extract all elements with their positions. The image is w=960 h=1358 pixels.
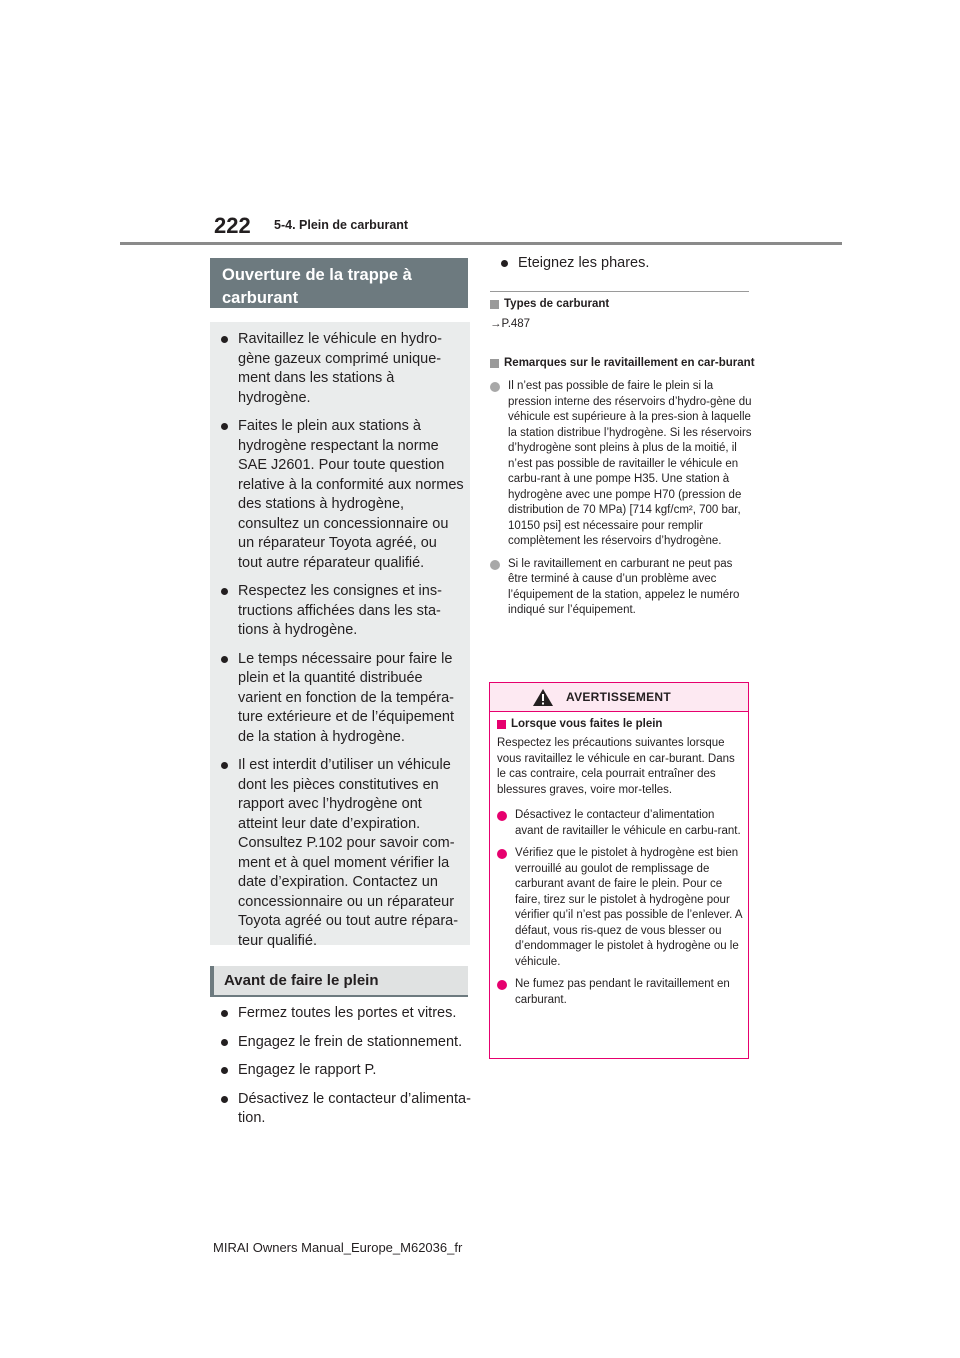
fuel-types-page-link[interactable]: →P.487 — [490, 318, 531, 330]
square-bullet-icon — [490, 300, 499, 309]
list-item: Désactivez le contacteur d’alimentation avant de ravitailler le véhicule en carbu-rant. — [497, 808, 743, 839]
right-top-list — [490, 254, 752, 283]
square-bullet-icon — [490, 359, 499, 368]
remarks-heading — [490, 356, 764, 371]
section2-underline — [210, 995, 468, 997]
page-number: 222 — [214, 213, 251, 238]
list-item: Vérifiez que le pistolet à hydrogène est bien verrouillé au goulot de remplissage de carburant avant de faire le plein. Pour ce faire, tirez sur le pistolet à hydrogène pour vérifier qu’il n’est pas possible de l’enlever. A défaut, vous ris-quez de vous blesser ou d’endommager le pistolet à hydrogène ou le véhicule. — [497, 846, 743, 970]
list-item: Engagez le frein de stationnement. — [210, 1033, 472, 1053]
fuel-types-heading — [490, 297, 764, 312]
list-item: Il est interdit d’utiliser un véhicule dont les pièces constitutives en rapport avec l’hydrogène ont atteint leur date d’expiration. Consultez P.102 pour savoir com-ment et à quel moment vérifier la date d’expiration. Contactez un concessionnaire ou un réparateur Toyota agréé ou tout autre répara-teur qualifié. — [210, 756, 464, 951]
section2-list — [210, 1004, 472, 1138]
list-item: Ravitaillez le véhicule en hydro-gène gazeux comprimé unique-ment dans les stations à hydrogène. — [210, 330, 464, 408]
list-item: Respectez les consignes et ins-tructions affichées dans les sta-tions à hydrogène. — [210, 582, 464, 641]
header-divider — [120, 242, 842, 245]
list-item: Ne fumez pas pendant le ravitaillement en carburant. — [497, 977, 743, 1008]
list-item: Il n’est pas possible de faire le plein si la pression interne des réservoirs d’hydro-gène du véhicule est supérieure à la pres-sion à laquelle la station distribue l’hydrogène. Si les réservoirs d’hydrogène sont pleins à plus de la moitié, il n’est pas possible de ravitailler le véhicule en carbu-rant à une pompe H35. Une station à hydrogène avec une pompe H70 (pression de distribution de 70 MPa) [714 kgf/cm², 700 bar, 10150 psi] est nécessaire pour remplir complètement les réservoirs d’hydrogène. — [490, 379, 752, 550]
remarks-list — [490, 379, 752, 626]
list-item: Le temps nécessaire pour faire le plein et la quantité distribuée varient en fonction de la tempéra-ture extérieure et de l’équipement de la station à hydrogène. — [210, 650, 464, 748]
square-bullet-icon — [497, 720, 506, 729]
section2-heading: Avant de faire le plein — [210, 966, 468, 995]
warning-header — [490, 683, 748, 712]
section1-list — [210, 330, 464, 960]
warning-box — [489, 682, 749, 1059]
list-item: Faites le plein aux stations à hydrogène respectant la norme SAE J2601. Pour toute question relative à la conformité aux normes des stations à hydrogène, consultez un concessionnaire ou un réparateur Toyota agréé, ou tout autre réparateur qualifié. — [210, 417, 464, 573]
right-divider — [490, 291, 749, 292]
warning-intro: Respectez les précautions suivantes lorsque vous ravitaillez le véhicule en car-burant. Dans le cas contraire, cela pourrait entraîner des blessures graves, voire mor-telles. — [497, 737, 735, 796]
warning-label: AVERTISSEMENT — [566, 690, 672, 704]
list-item: Fermez toutes les portes et vitres. — [210, 1004, 472, 1024]
list-item: Eteignez les phares. — [490, 254, 752, 274]
fuel-types-title: Types de carburant — [504, 298, 610, 310]
warning-subtitle — [497, 717, 743, 732]
list-item: Désactivez le contacteur d’alimenta-tion. — [210, 1090, 472, 1129]
section1-heading: Ouverture de la trappe à carburant — [210, 258, 468, 308]
warning-triangle-icon — [532, 688, 554, 712]
list-item: Engagez le rapport P. — [210, 1061, 472, 1081]
section-title: 5-4. Plein de carburant — [274, 218, 409, 232]
list-item: Si le ravitaillement en carburant ne peut pas être terminé à cause d’un problème avec l’équipement de la station, appelez le numéro indiqué sur l’équipement. — [490, 557, 752, 619]
warning-body — [497, 717, 743, 1015]
warning-subtitle-text: Lorsque vous faites le plein — [511, 718, 663, 730]
remarks-title: Remarques sur le ravitaillement en car-burant — [504, 357, 755, 369]
warning-list — [497, 808, 743, 1008]
footer-text: MIRAI Owners Manual_Europe_M62036_fr — [213, 1240, 463, 1255]
